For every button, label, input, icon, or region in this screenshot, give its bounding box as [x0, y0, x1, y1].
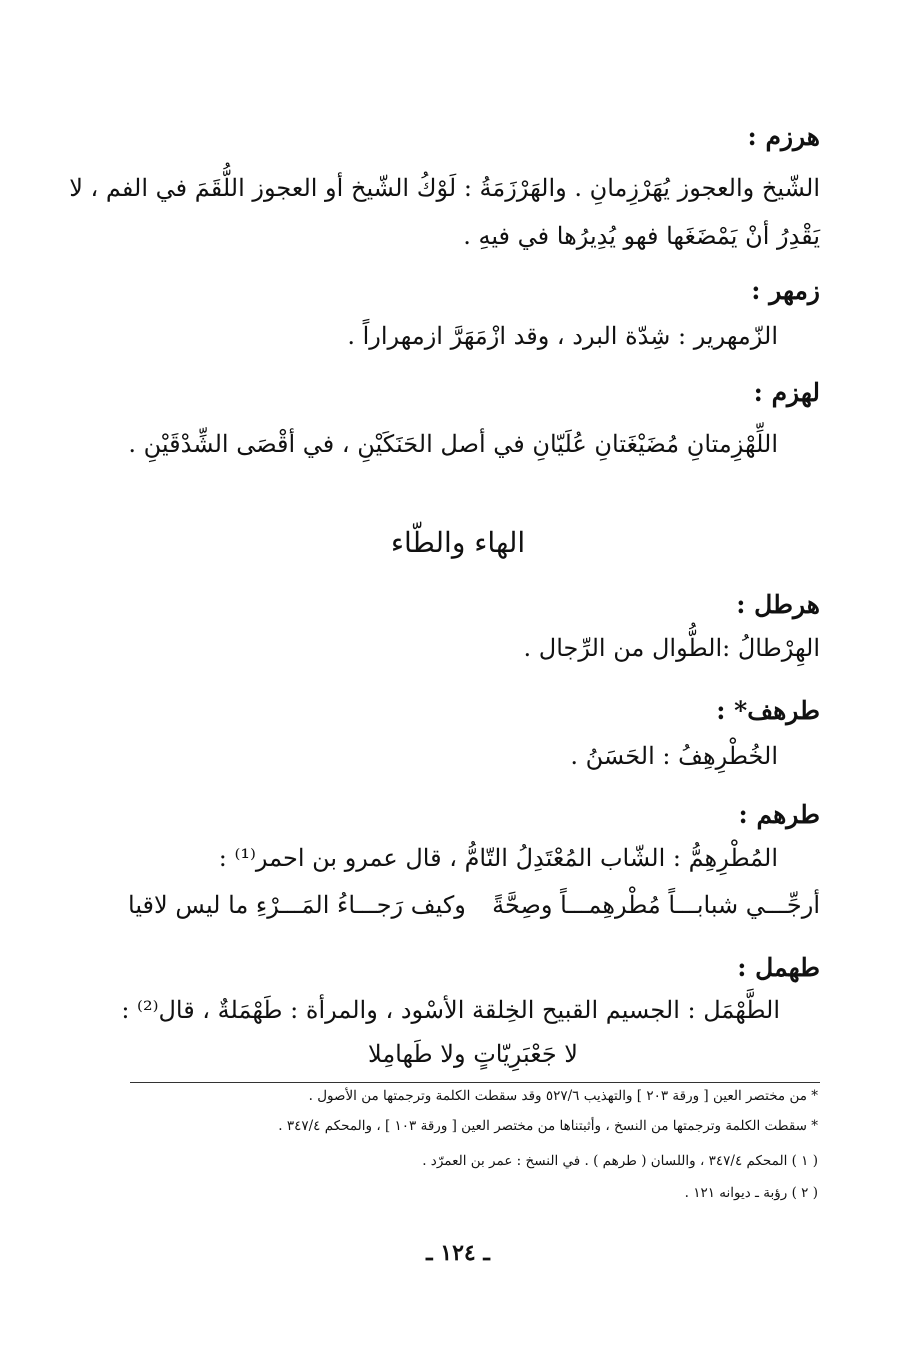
entry-heading-lahzam: لهزم :: [753, 378, 820, 407]
entry-text-tarhaf: الخُطْرِهِفُ : الحَسَنُ .: [570, 742, 778, 770]
verse-first-hemistich: أرجِّـــي شبابـــاً مُطْرهِمـــاً وصِحَّةً: [492, 891, 820, 919]
entry-text-hartal: الهِرْطالُ :الطُّوال من الرِّجال .: [523, 634, 820, 662]
entry-heading-zamhar: زمهر :: [751, 276, 820, 305]
footnote-divider: [130, 1082, 820, 1083]
footnote-2: * سقطت الكلمة وترجمتها من النسخ ، وأثبتناها من مختصر العين [ ورقة ١٠٣ ] ، والمحكم ٣٤٧/٤ .: [278, 1118, 818, 1134]
page-number: ـ ١٢٤ ـ: [426, 1240, 490, 1266]
footnote-3: ( ١ ) المحكم ٣٤٧/٤ ، واللسان ( طرهم ) . في النسخ : عمر بن العمرّد .: [422, 1153, 818, 1169]
section-title: الهاء والطّاء: [390, 526, 526, 559]
poem-verse: [128, 891, 820, 931]
entry-heading-tahmal: طهمل :: [737, 953, 820, 982]
verse-second-hemistich: وكيف رَجـــاءُ المَـــرْءِ ما ليس لاقيا: [128, 891, 466, 919]
entry-heading-tarham: طرهم :: [738, 800, 820, 829]
footnote-4: ( ٢ ) رؤبة ـ ديوانه ١٢١ .: [684, 1185, 818, 1201]
entry-text-tahmal: الطَّهْمَل : الجسيم القبيح الخِلقة الأسْود ، والمرأة : طَهْمَلةٌ ، قال⁽²⁾ :: [121, 996, 780, 1024]
entry-text-tarham: المُطْرِهِمُّ : الشّاب المُعْتَدِلُ التّامُّ ، قال عمرو بن احمر⁽¹⁾ :: [218, 844, 778, 872]
verse-tahmal: لا جَعْبَرِيّاتٍ ولا طَهامِلا: [368, 1040, 578, 1068]
entry-text-harzam-line1: الشّيخ والعجوز يُهَرْزِمانِ . والهَرْزَمَةُ : لَوْكُ الشّيخ أو العجوز اللُّقَمَ في الفم ، لا: [69, 174, 820, 202]
entry-heading-tarhaf: طرهف* :: [716, 696, 820, 725]
entry-text-harzam-line2: يَقْدِرُ أنْ يَمْضَغَها فهو يُدِيرُها في فيهِ .: [463, 222, 820, 250]
footnote-1: * من مختصر العين [ ورقة ٢٠٣ ] والتهذيب ٥٢٧/٦ وقد سقطت الكلمة وترجمتها من الأصول .: [308, 1088, 818, 1104]
entry-text-zamhar: الزّمهرير : شِدّة البرد ، وقد ازْمَهَرَّ ازمهراراً .: [347, 322, 778, 350]
entry-heading-harzam: هرزم :: [747, 122, 820, 151]
entry-heading-hartal: هرطل :: [736, 590, 820, 619]
entry-text-lahzam: اللِّهْزِمتانِ مُضَيْغَتانِ عُلَيّانِ في أصل الحَنَكَيْنِ ، في أقْصَى الشِّدْقَيْنِ .: [128, 430, 778, 458]
